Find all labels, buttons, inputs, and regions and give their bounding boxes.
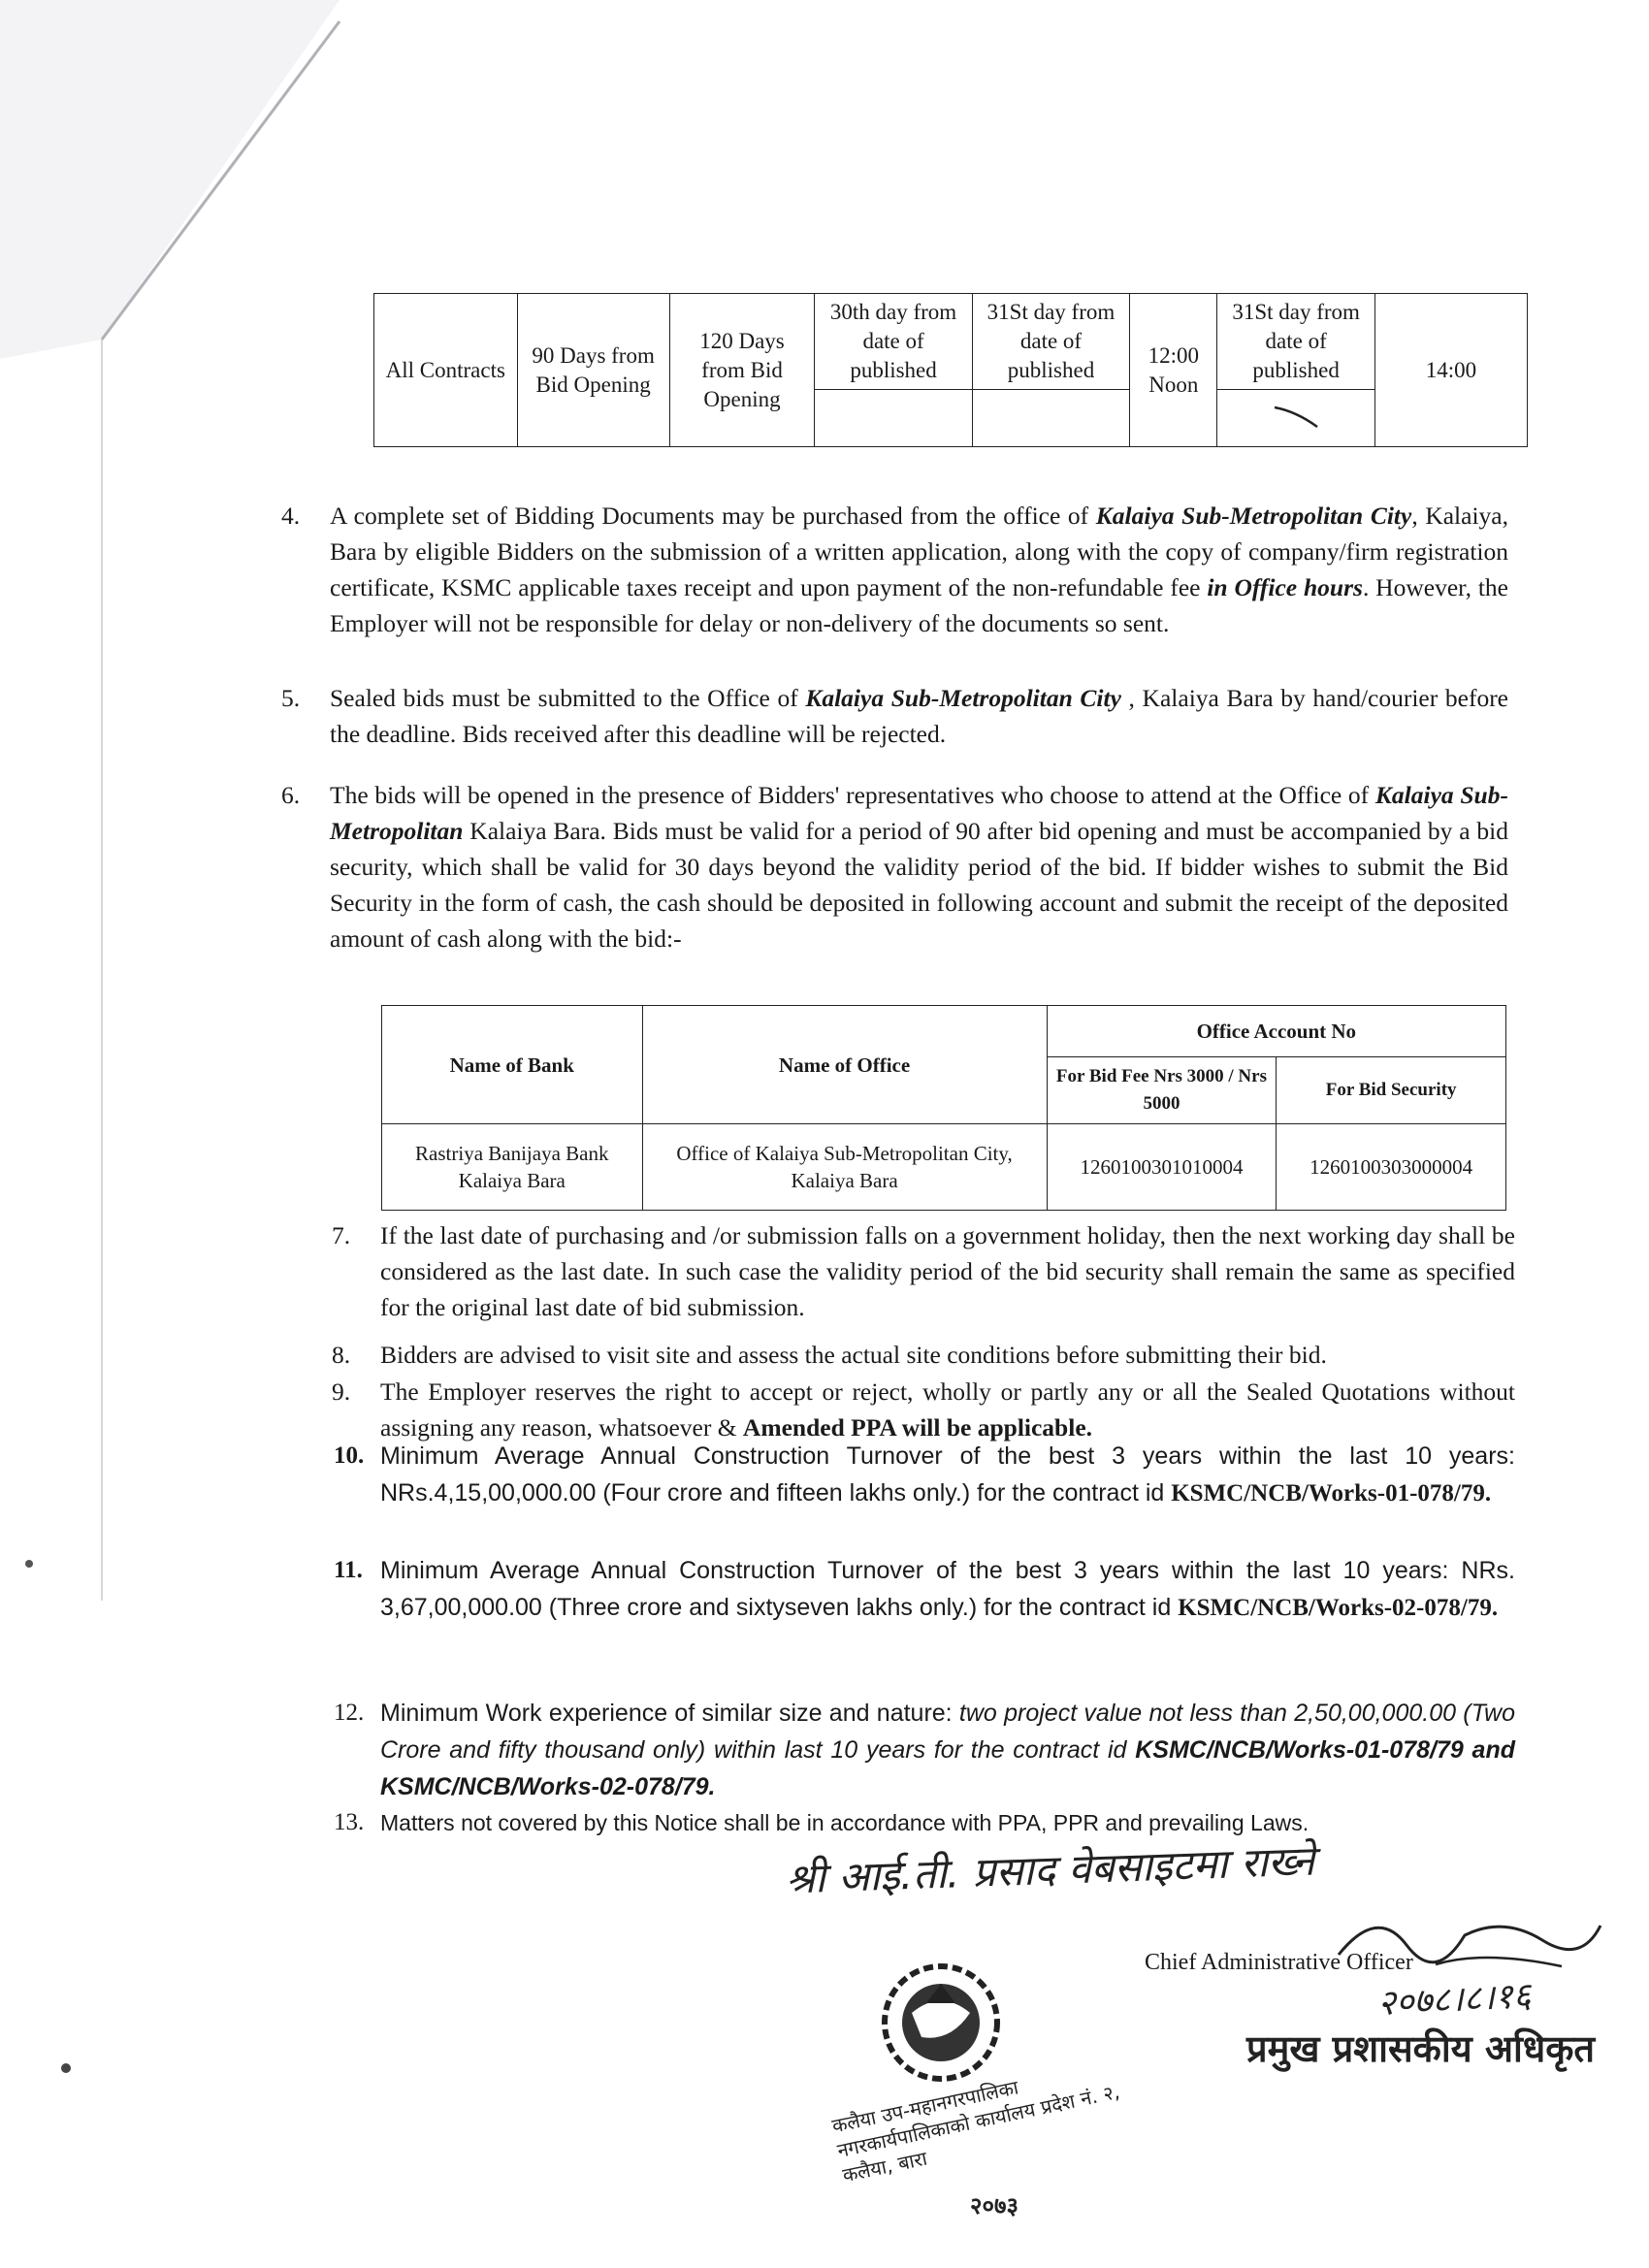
office-name-cell: Office of Kalaiya Sub-Metropolitan City, Kalaiya Bara [642, 1124, 1047, 1211]
clause-5 [281, 680, 1508, 752]
clause-number: 5. [281, 684, 301, 712]
clause-text: The bids will be opened in the presence of Bidders' representatives who choose to attend at the Office of [330, 781, 1375, 809]
clause-number: 12. [334, 1700, 365, 1726]
seal-text: कलैया उप-महानगरपालिका नगरकार्यपालिकाको कार्यालय प्रदेश नं. २, कलैया, बारा [829, 2075, 1122, 2187]
clause-text: , Kalaiya Bara by hand/courier before the deadline. Bids received after this deadline will be rejected. [330, 684, 1508, 748]
clause-7 [332, 1217, 1515, 1325]
clause-text: Bidders are advised to visit site and assess the actual site conditions before submitting their bid. [380, 1341, 1327, 1369]
clause-number: 8. [332, 1341, 351, 1369]
office-name: Kalaiya Sub-Metropolitan City [1095, 502, 1412, 530]
seal-year: २०७३ [970, 2192, 1018, 2219]
fee-account-cell: 1260100301010004 [1047, 1124, 1277, 1211]
clause-number: 4. [281, 502, 301, 530]
contract-id: KSMC/NCB/Works-01-078/79. [1171, 1480, 1492, 1507]
contract-id: KSMC/NCB/Works-02-078/79. [1178, 1595, 1499, 1621]
bid-validity-cell: 90 Days from Bid Opening [517, 294, 669, 447]
clause-text: Matters not covered by this Notice shall be in accordance with PPA, PPR and prevailing Laws. [380, 1810, 1310, 1835]
table-header-row [382, 1006, 1506, 1057]
empty-cell [815, 390, 972, 447]
submission-deadline-cell: 31St day from date of published [972, 294, 1129, 390]
table-row [374, 294, 1528, 390]
purchase-deadline-cell: 30th day from date of published [815, 294, 972, 390]
clause-9 [332, 1374, 1515, 1445]
clause-13 [334, 1804, 1515, 1841]
table-row [382, 1124, 1506, 1211]
opening-date-cell: 31St day from date of published [1217, 294, 1374, 390]
security-validity-cell: 120 Days from Bid Opening [669, 294, 815, 447]
handwritten-date: २०७८।८।१६ [1376, 1975, 1533, 2025]
contract-ids: KSMC/NCB/Works-01-078/79 and KSMC/NCB/Works-02-078/79. [380, 1736, 1515, 1800]
office-hours: in Office hours [1207, 573, 1363, 601]
clause-text: The Employer reserves the right to accept or reject, wholly or partly any or all the Sealed Quotations without assigning any reason, whatsoever & [380, 1377, 1515, 1442]
clause-12 [334, 1695, 1516, 1805]
handwritten-note: श्री आई.ती. प्रसाद वेबसाइटमा राख्ने [785, 1836, 1315, 1903]
clause-text: Minimum Average Annual Construction Turnover of the best 3 years within the last 10 years: NRs. 3,67,00,000.00 (Three crore and sixtyseven lakhs only.) for the contract id [380, 1557, 1515, 1621]
pen-mark-cell [1217, 390, 1374, 447]
clause-text: . However, the Employer will not be responsible for delay or non-delivery of the documents so sent. [330, 573, 1508, 637]
office-name: Kalaiya Sub-Metropolitan City [805, 684, 1121, 712]
opening-time-cell: 14:00 [1374, 294, 1527, 447]
contract-scope-cell: All Contracts [374, 294, 518, 447]
clause-10 [334, 1438, 1515, 1512]
clause-text: Kalaiya Bara. Bids must be valid for a period of 90 after bid opening and must be accompanied by a bid security, which shall be valid for 30 days beyond the validity period of the bid. If bidder wishes to submit the Bid Security in the form of cash, the cash should be deposited in following account and submit the receipt of the deposited amount of cash along with the bid:- [330, 817, 1508, 953]
clause-6 [281, 777, 1508, 956]
header-account-no: Office Account No [1047, 1006, 1505, 1057]
bank-name-cell: Rastriya Banijaya Bank Kalaiya Bara [382, 1124, 643, 1211]
security-account-cell: 1260100303000004 [1277, 1124, 1506, 1211]
clause-8 [332, 1337, 1515, 1373]
clause-text: Sealed bids must be submitted to the Office of [330, 684, 806, 712]
pen-stroke-mark [1267, 398, 1325, 431]
clause-number: 7. [332, 1221, 351, 1249]
clause-11 [334, 1552, 1515, 1627]
office-name: Kalaiya Sub-Metropolitan [330, 781, 1508, 845]
clause-text: Minimum Average Annual Construction Turnover of the best 3 years within the last 10 years: NRs.4,15,00,000.00 (Four crore and fifteen lakhs only.) for the contract id [380, 1442, 1515, 1507]
empty-cell [972, 390, 1129, 447]
bid-schedule-table [373, 293, 1528, 447]
header-bid-fee: For Bid Fee Nrs 3000 / Nrs 5000 [1047, 1057, 1277, 1124]
clause-number: 10. [334, 1442, 365, 1469]
header-bank: Name of Bank [382, 1006, 643, 1124]
official-seal [829, 1935, 1145, 2246]
signatory-title: Chief Administrative Officer [1145, 1950, 1413, 1975]
clause-text: Minimum Work experience of similar size and nature: [380, 1700, 959, 1727]
clause-number: 13. [334, 1809, 365, 1835]
clause-number: 11. [334, 1557, 363, 1583]
clause-text: If the last date of purchasing and /or submission falls on a government holiday, then the next working day shall be considered as the last date. In such case the validity period of the bid security shall remain the same as specified for the original last date of bid submission. [380, 1221, 1515, 1321]
amended-ppa-note: Amended PPA will be applicable. [742, 1413, 1093, 1442]
clause-text: , Kalaiya, Bara by eligible Bidders on the submission of a written application, along with the copy of company/firm registration certificate, KSMC applicable taxes receipt and upon payment of the non-refundable fee [330, 502, 1508, 601]
clause-text: A complete set of Bidding Documents may be purchased from the office of [330, 502, 1096, 530]
nepali-officer-title: प्रमुख प्रशासकीय अधिकृत [1246, 2027, 1596, 2070]
clause-number: 9. [332, 1377, 351, 1406]
header-bid-security: For Bid Security [1277, 1057, 1506, 1124]
submission-time-cell: 12:00 Noon [1130, 294, 1217, 447]
clause-4 [281, 498, 1508, 641]
bank-account-table [381, 1005, 1506, 1211]
clause-number: 6. [281, 781, 301, 809]
experience-requirement: two project value not less than 2,50,00,000.00 (Two Crore and fifty thousand only) within last 10 years for the contract id [380, 1700, 1516, 1764]
header-office: Name of Office [642, 1006, 1047, 1124]
